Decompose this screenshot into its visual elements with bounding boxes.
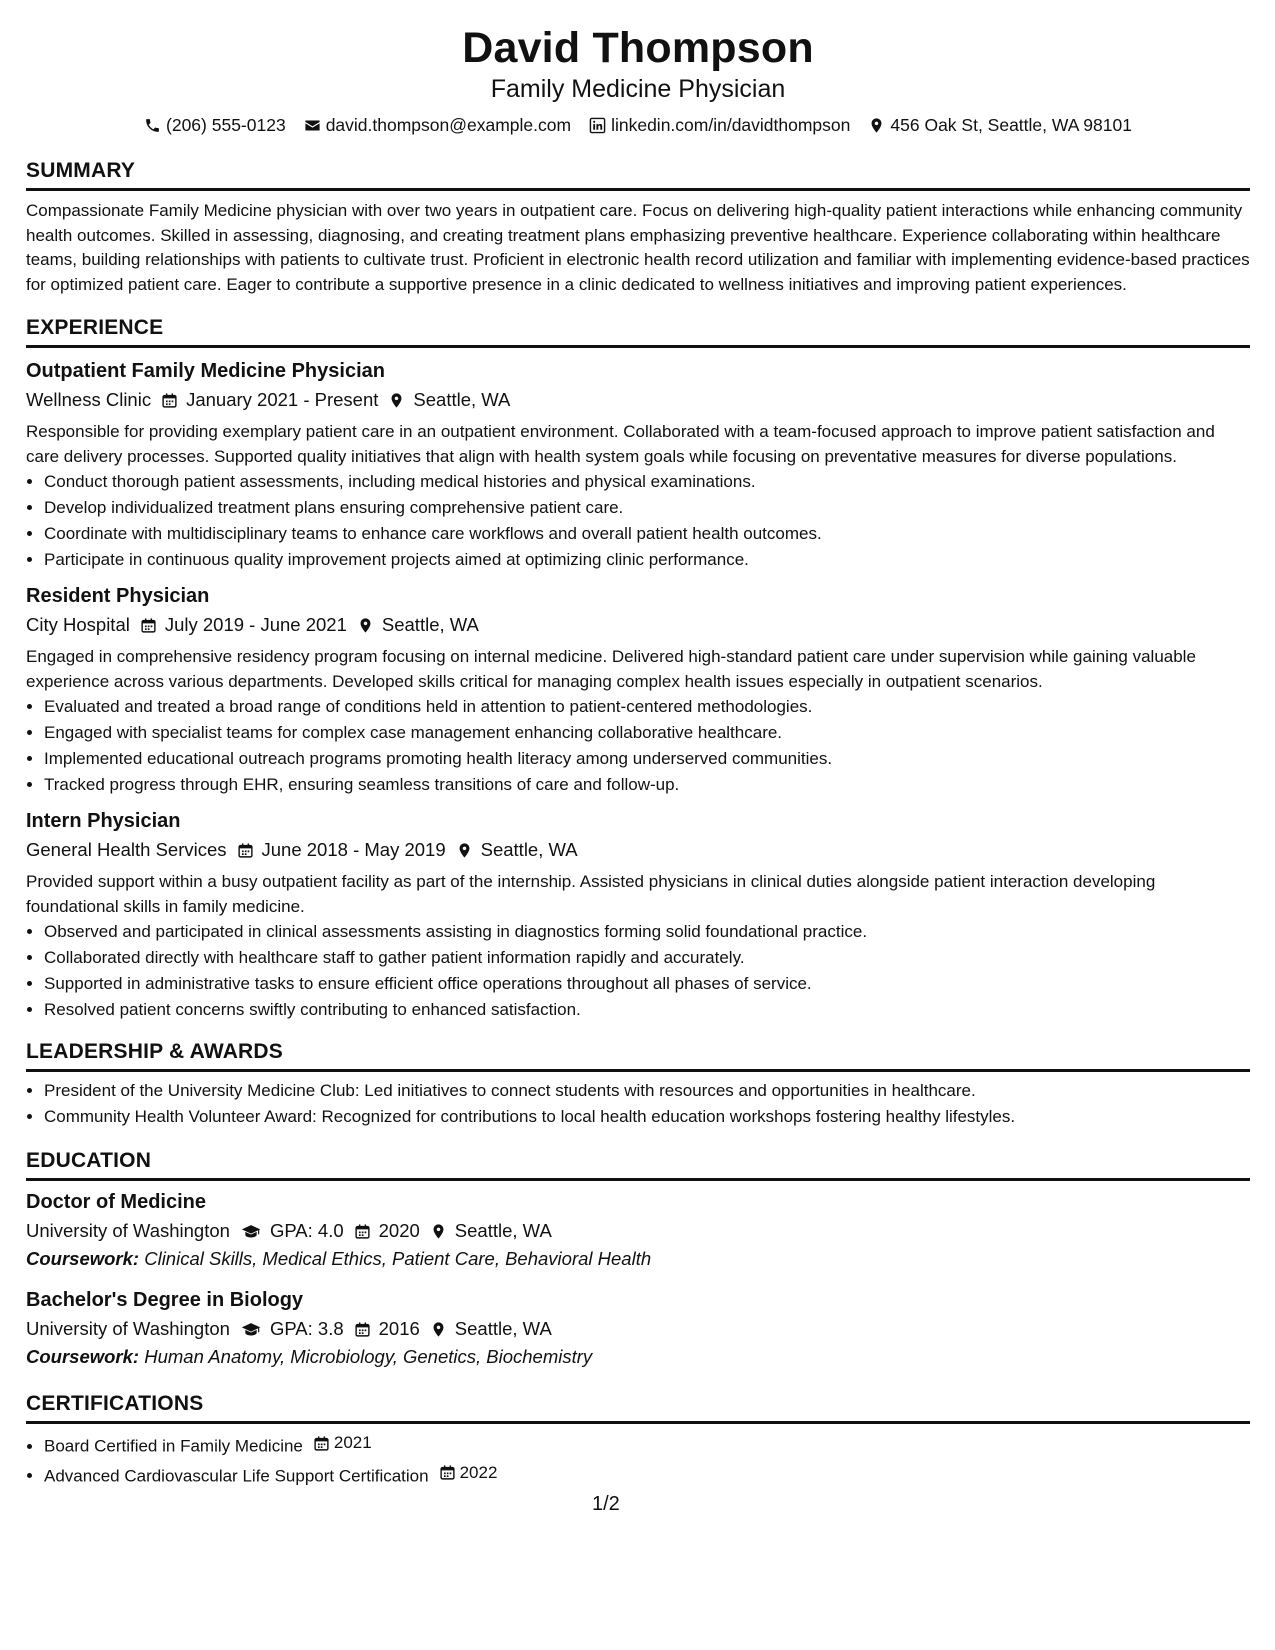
school-location: Seattle, WA (454, 1220, 552, 1241)
location-pin-icon (430, 1223, 447, 1240)
school-name: University of Washington (26, 1318, 230, 1339)
certifications-list (26, 1430, 1250, 1489)
list-item: • Evaluated and treated a broad range of conditions held in attention to patient-centered methodologies. (44, 694, 1250, 720)
summary-section (26, 158, 1250, 297)
job-meta (26, 611, 1250, 639)
calendar-icon (439, 1464, 456, 1481)
email-text: david.thompson@example.com (325, 115, 572, 135)
section-heading: SUMMARY (26, 158, 1250, 191)
job-dates: July 2019 - June 2021 (164, 614, 347, 635)
job-bullets (26, 469, 1250, 573)
list-item (44, 1460, 1250, 1490)
job-org: General Health Services (26, 839, 227, 860)
education-entry (26, 1287, 1250, 1371)
job-title: Intern Physician (26, 810, 181, 832)
job-meta (26, 386, 1250, 414)
degree-title: Doctor of Medicine (26, 1191, 207, 1213)
job-org: Wellness Clinic (26, 389, 152, 410)
job-location: Seattle, WA (413, 389, 511, 410)
job-meta (26, 836, 1250, 864)
school-location: Seattle, WA (454, 1318, 552, 1339)
list-item: • Supported in administrative tasks to ensure efficient office operations throughout all phases of service. (44, 971, 1250, 997)
list-item (44, 1430, 1250, 1460)
coursework-list: Human Anatomy, Microbiology, Genetics, Biochemistry (144, 1346, 593, 1367)
graduation-cap-icon (240, 1223, 262, 1240)
job-description: Responsible for providing exemplary patient care in an outpatient environment. Collaborated with a team-focused approach to improve patient satisfaction and care delivery processes. Supported quality initiatives that align with health system goals while focusing on preventative measures for diverse populations. (26, 422, 1215, 466)
calendar-icon (161, 392, 178, 409)
section-heading: EXPERIENCE (26, 315, 1250, 348)
coursework-label: Coursework: (26, 1346, 140, 1367)
school-name: University of Washington (26, 1220, 230, 1241)
calendar-icon (354, 1321, 371, 1338)
candidate-title: Family Medicine Physician (490, 75, 786, 103)
contact-phone (144, 114, 286, 136)
job-entry (26, 808, 1250, 1023)
phone-icon (144, 117, 161, 134)
education-meta (26, 1217, 1250, 1245)
envelope-icon (304, 117, 321, 134)
address-text: 456 Oak St, Seattle, WA 98101 (890, 115, 1132, 135)
list-item: • Coordinate with multidisciplinary teams to enhance care workflows and overall patient health outcomes. (44, 521, 1250, 547)
job-title: Resident Physician (26, 585, 210, 607)
coursework-list: Clinical Skills, Medical Ethics, Patient Care, Behavioral Health (144, 1248, 652, 1269)
education-meta (26, 1315, 1250, 1343)
education-section (26, 1148, 1250, 1371)
list-item: • Resolved patient concerns swiftly contributing to enhanced satisfaction. (44, 997, 1250, 1023)
list-item: • Observed and participated in clinical assessments assisting in diagnostics forming solid foundational practice. (44, 919, 1250, 945)
coursework (26, 1245, 1250, 1273)
summary-text: Compassionate Family Medicine physician with over two years in outpatient care. Focus on delivering high-quality patient interactions while enhancing community health outcomes. Skilled in assessing, diagnosing, and creating treatment plans emphasizing preventive healthcare. Experience collaborating within healthcare teams, building relationships with patients to cultivate trust. Proficient in electronic health record utilization and familiar with implementing evidence-based practices for optimized patient care. Eager to contribute a supportive presence in a clinic dedicated to wellness initiatives and improving patient experiences. (26, 201, 1250, 294)
linkedin-icon (589, 117, 606, 134)
job-dates: January 2021 - Present (186, 389, 379, 410)
list-item: • Develop individualized treatment plans ensuring comprehensive patient care. (44, 495, 1250, 521)
location-pin-icon (388, 392, 405, 409)
job-dates: June 2018 - May 2019 (261, 839, 446, 860)
list-item: • Engaged with specialist teams for complex case management enhancing collaborative healthcare. (44, 720, 1250, 746)
list-item: • Participate in continuous quality improvement projects aimed at optimizing clinic performance. (44, 547, 1250, 573)
list-item: • Community Health Volunteer Award: Recognized for contributions to local health education workshops fostering healthy lifestyles. (44, 1104, 1250, 1130)
contact-linkedin[interactable] (589, 114, 850, 136)
section-heading: EDUCATION (26, 1148, 1250, 1181)
section-heading: CERTIFICATIONS (26, 1391, 1250, 1424)
job-location: Seattle, WA (480, 839, 578, 860)
gpa-text: GPA: 4.0 (269, 1220, 344, 1241)
job-entry (26, 358, 1250, 573)
candidate-name: David Thompson (462, 24, 814, 72)
list-item: • Implemented educational outreach programs promoting health literacy among underserved communities. (44, 746, 1250, 772)
resume-page (26, 22, 1250, 1489)
location-pin-icon (868, 117, 885, 134)
job-entry (26, 583, 1250, 798)
location-pin-icon (456, 842, 473, 859)
coursework-label: Coursework: (26, 1248, 140, 1269)
calendar-icon (140, 617, 157, 634)
job-title: Outpatient Family Medicine Physician (26, 360, 385, 382)
experience-section (26, 315, 1250, 1023)
list-item: • Tracked progress through EHR, ensuring seamless transitions of care and follow-up. (44, 772, 1250, 798)
list-item: • Conduct thorough patient assessments, including medical histories and physical examinations. (44, 469, 1250, 495)
graduation-year: 2016 (378, 1318, 420, 1339)
contact-email[interactable] (304, 114, 571, 136)
education-entry (26, 1189, 1250, 1273)
contact-row (26, 114, 1250, 136)
certifications-section (26, 1391, 1250, 1489)
contact-address (868, 114, 1132, 136)
job-bullets (26, 694, 1250, 798)
job-description: Provided support within a busy outpatient facility as part of the internship. Assisted physicians in clinical duties alongside patient interaction developing foundational skills in family medicine. (26, 872, 1156, 916)
calendar-icon (313, 1435, 330, 1452)
cert-name: Advanced Cardiovascular Life Support Certification (44, 1466, 429, 1485)
cert-year: 2021 (333, 1433, 372, 1452)
list-item: • Collaborated directly with healthcare staff to gather patient information rapidly and accurately. (44, 945, 1250, 971)
page-number: 1/2 (592, 1493, 620, 1515)
degree-title: Bachelor's Degree in Biology (26, 1289, 304, 1311)
coursework (26, 1343, 1250, 1371)
gpa-text: GPA: 3.8 (269, 1318, 344, 1339)
list-item: • President of the University Medicine Club: Led initiatives to connect students with resources and opportunities in healthcare. (44, 1078, 1250, 1104)
calendar-icon (354, 1223, 371, 1240)
job-bullets (26, 919, 1250, 1023)
cert-name: Board Certified in Family Medicine (44, 1436, 303, 1456)
phone-text: (206) 555-0123 (166, 115, 286, 135)
cert-year: 2022 (459, 1462, 498, 1482)
leadership-list (26, 1078, 1250, 1130)
calendar-icon (237, 842, 254, 859)
section-heading: LEADERSHIP & AWARDS (26, 1039, 1250, 1072)
job-org: City Hospital (26, 614, 130, 635)
linkedin-text: linkedin.com/in/davidthompson (611, 115, 851, 135)
graduation-year: 2020 (378, 1220, 420, 1241)
job-description: Engaged in comprehensive residency program focusing on internal medicine. Delivered high-standard patient care under supervision while gaining valuable experience across various departments. Developed skills critical for managing complex health issues especially in outpatient scenarios. (26, 647, 1196, 691)
leadership-section (26, 1039, 1250, 1130)
job-location: Seattle, WA (381, 614, 479, 635)
resume-header (26, 22, 1250, 136)
location-pin-icon (430, 1321, 447, 1338)
location-pin-icon (357, 617, 374, 634)
graduation-cap-icon (240, 1321, 262, 1338)
